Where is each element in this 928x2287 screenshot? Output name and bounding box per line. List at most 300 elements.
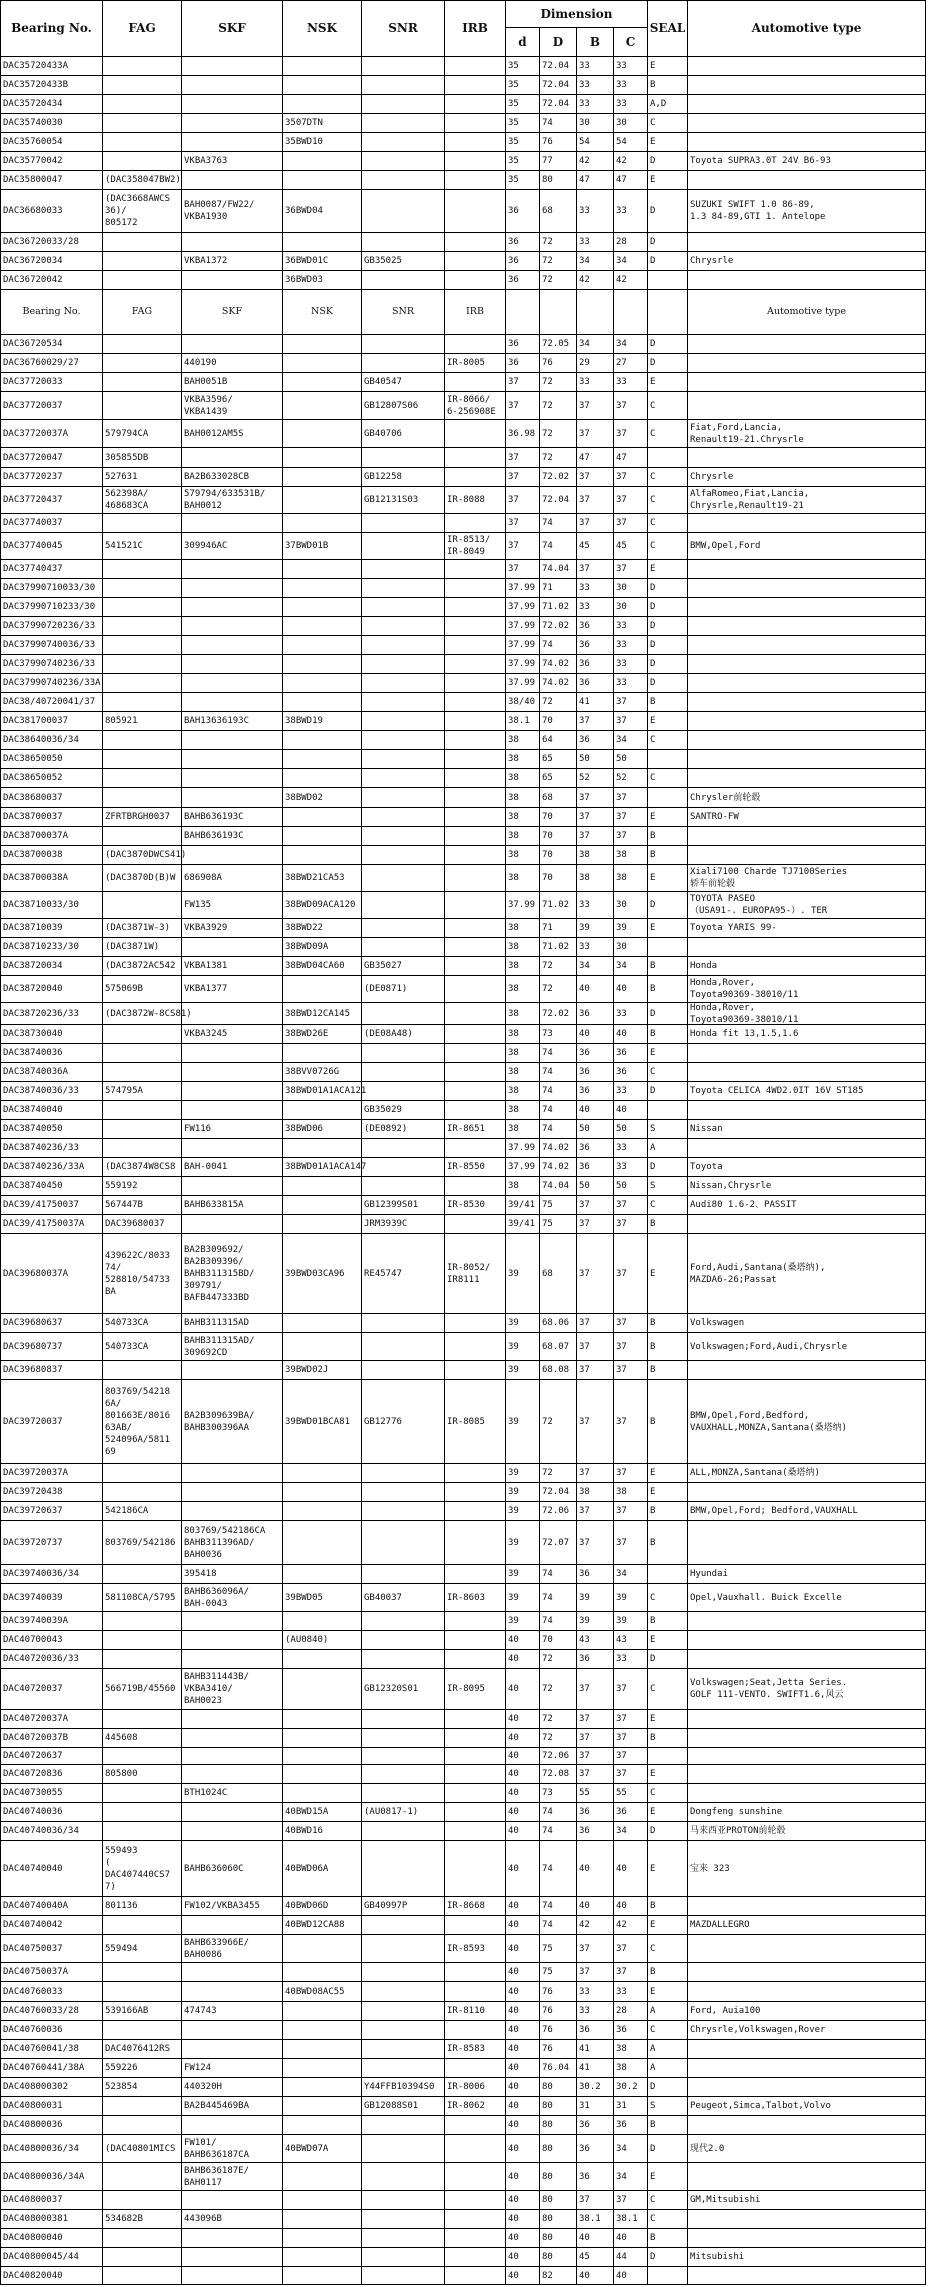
cell-irb <box>444 448 505 467</box>
cell-B: 34 <box>576 335 613 353</box>
cell-auto <box>687 233 926 251</box>
cell-d: 35 <box>505 57 539 75</box>
cell-auto <box>687 1784 926 1802</box>
cell-skf <box>181 2267 282 2284</box>
cell-d: 38 <box>505 938 539 956</box>
cell-seal: D <box>647 1158 687 1176</box>
cell-B: 37 <box>576 1669 613 1709</box>
cell-B: 37 <box>576 1361 613 1379</box>
cell-auto <box>687 1521 926 1564</box>
cell-no: DAC37990740236/33A <box>0 674 102 692</box>
cell-auto <box>687 1710 926 1728</box>
cell-fag <box>102 2191 181 2209</box>
cell-C: 34 <box>613 2135 647 2162</box>
cell-C: 30 <box>613 579 647 597</box>
cell-skf <box>181 1483 282 1501</box>
cell-fag <box>102 1361 181 1379</box>
cell-fag <box>102 2248 181 2266</box>
cell-snr <box>361 233 444 251</box>
cell-no: DAC37720237 <box>0 468 102 486</box>
cell-seal: E <box>647 865 687 891</box>
cell-irb <box>444 190 505 232</box>
cell-fag <box>102 1982 181 2001</box>
cell-irb <box>444 420 505 447</box>
cell-fag: 801136 <box>102 1897 181 1915</box>
cell-fag: (DAC3668AWCS 36)/ 805172 <box>102 190 181 232</box>
cell-no: DAC37720037A <box>0 420 102 447</box>
cell-no: DAC40760033 <box>0 1982 102 2001</box>
cell-nsk: 38BWD19 <box>282 712 361 730</box>
cell-irb <box>444 1464 505 1482</box>
cell-C: 50 <box>613 1177 647 1195</box>
cell-C: 34 <box>613 731 647 749</box>
cell-d: 37.99 <box>505 1158 539 1176</box>
cell-D: 76 <box>539 2021 576 2039</box>
cell-B: 36 <box>576 1565 613 1583</box>
cell-irb <box>444 1748 505 1764</box>
cell-no: DAC40760036 <box>0 2021 102 2039</box>
cell-B: 37 <box>576 827 613 845</box>
cell-no: DAC38650052 <box>0 769 102 787</box>
table-row <box>0 1565 926 1584</box>
cell-fag: (DAC3870DWCS41) <box>102 846 181 864</box>
cell-seal <box>647 750 687 768</box>
cell-irb <box>444 693 505 711</box>
cell-snr <box>361 560 444 578</box>
cell-B: 39 <box>576 1584 613 1611</box>
cell-skf: BA2B633028CB <box>181 468 282 486</box>
cell-seal: E <box>647 1982 687 2001</box>
cell-irb <box>444 1803 505 1821</box>
cell-auto <box>687 2229 926 2247</box>
cell-D: 72 <box>539 1464 576 1482</box>
cell-skf: VKBA3763 <box>181 152 282 170</box>
table-row <box>0 2248 926 2267</box>
cell-skf: BAH13636193C <box>181 712 282 730</box>
cell-irb: IR-8066/ 6-256908E <box>444 392 505 419</box>
cell-snr <box>361 354 444 372</box>
cell-no: DAC40740042 <box>0 1916 102 1934</box>
cell-auto: ALL,MONZA,Santana(桑塔纳) <box>687 1464 926 1482</box>
cell-D: 75 <box>539 1196 576 1214</box>
cell-snr <box>361 617 444 635</box>
table-row <box>0 693 926 712</box>
cell-B: 47 <box>576 171 613 189</box>
cell-skf: FW101/ BAHB636187CA <box>181 2135 282 2162</box>
cell-nsk <box>282 2191 361 2209</box>
cell-D: 74 <box>539 1612 576 1630</box>
cell-fag: 567447B <box>102 1196 181 1214</box>
cell-fag <box>102 76 181 94</box>
cell-no: DAC40800045/44 <box>0 2248 102 2266</box>
cell-seal: S <box>647 1177 687 1195</box>
cell-D: 80 <box>539 2078 576 2096</box>
cell-skf <box>181 95 282 113</box>
table-row <box>0 560 926 579</box>
cell-D: 72.07 <box>539 1521 576 1564</box>
cell-seal <box>647 271 687 289</box>
cell-no: DAC39740036/34 <box>0 1565 102 1583</box>
cell-fag: 566719B/45560 <box>102 1669 181 1709</box>
cell-skf <box>181 788 282 807</box>
cell-irb: IR-8651 <box>444 1120 505 1138</box>
cell-nsk <box>282 448 361 467</box>
table-row <box>0 1215 926 1234</box>
cell-nsk: 39BWD05 <box>282 1584 361 1611</box>
cell-C: 37 <box>613 1935 647 1962</box>
cell-nsk: 38BWD04CA60 <box>282 957 361 975</box>
cell-B: 50 <box>576 1177 613 1195</box>
cell-D: 74 <box>539 1082 576 1100</box>
cell-auto: Chrysrle,Volkswagen,Rover <box>687 2021 926 2039</box>
cell-d: 36 <box>505 335 539 353</box>
cell-auto: 宝来 323 <box>687 1841 926 1896</box>
cell-snr: Y44FFB10394S0 <box>361 2078 444 2096</box>
cell-auto <box>687 171 926 189</box>
cell-skf <box>181 1464 282 1482</box>
cell-D: 71 <box>539 579 576 597</box>
table-row <box>0 938 926 957</box>
cell-seal: C <box>647 731 687 749</box>
cell-C: 30 <box>613 892 647 918</box>
cell-D: 72.02 <box>539 617 576 635</box>
cell-snr: JRM3939C <box>361 1215 444 1233</box>
cell-d: 38 <box>505 1063 539 1081</box>
cell-skf <box>181 271 282 289</box>
cell-fag <box>102 674 181 692</box>
cell-no: DAC38740236/33A <box>0 1158 102 1176</box>
cell-C: 33 <box>613 1982 647 2001</box>
cell-skf <box>181 57 282 75</box>
cell-B: 30.2 <box>576 2078 613 2096</box>
cell-no: DAC40720637 <box>0 1748 102 1764</box>
cell-nsk <box>282 335 361 353</box>
cell-nsk: 38BWD06 <box>282 1120 361 1138</box>
cell-fag: 803769/54218 6A/ 801663E/8016 63AB/ 524096A/5811 69 <box>102 1380 181 1463</box>
cell-fag: 559226 <box>102 2059 181 2077</box>
cell-no: DAC38650050 <box>0 750 102 768</box>
cell-D: 68.08 <box>539 1361 576 1379</box>
table-row <box>0 598 926 617</box>
cell-skf <box>181 1139 282 1157</box>
cell-D: 71 <box>539 919 576 937</box>
cell-irb <box>444 560 505 578</box>
cell-irb <box>444 827 505 845</box>
cell-seal: D <box>647 335 687 353</box>
cell-skf: 474743 <box>181 2002 282 2020</box>
cell-no: DAC40800031 <box>0 2097 102 2115</box>
cell-snr <box>361 1502 444 1520</box>
cell-auto <box>687 827 926 845</box>
cell-no: DAC39680837 <box>0 1361 102 1379</box>
cell-C: 40 <box>613 1897 647 1915</box>
cell-snr <box>361 114 444 132</box>
cell-d: 40 <box>505 1669 539 1709</box>
cell-nsk: 38BWD26E <box>282 1025 361 1043</box>
cell-D: 70 <box>539 1631 576 1649</box>
cell-irb: IR-8095 <box>444 1669 505 1709</box>
cell-auto: Ford, Auia100 <box>687 2002 926 2020</box>
cell-no: DAC408000302 <box>0 2078 102 2096</box>
cell-d: 38 <box>505 1003 539 1024</box>
cell-nsk <box>282 1196 361 1214</box>
cell-snr <box>361 919 444 937</box>
cell-seal: E <box>647 171 687 189</box>
table-row <box>0 1710 926 1729</box>
cell-d: 38 <box>505 865 539 891</box>
table-row <box>0 1333 926 1361</box>
cell-fag <box>102 1120 181 1138</box>
cell-auto: Toyota YARIS 99- <box>687 919 926 937</box>
cell-D: 76 <box>539 1982 576 2001</box>
cell-B: 36 <box>576 1003 613 1024</box>
cell-auto: Chrysrle <box>687 468 926 486</box>
cell-nsk <box>282 420 361 447</box>
cell-seal: C <box>647 514 687 532</box>
cell-irb: IR-8085 <box>444 1380 505 1463</box>
cell-snr <box>361 674 444 692</box>
cell-skf: 440190 <box>181 354 282 372</box>
cell-no: DAC39680637 <box>0 1314 102 1332</box>
cell-irb <box>444 2116 505 2134</box>
cell-seal: D <box>647 1082 687 1100</box>
cell-B: 37 <box>576 1935 613 1962</box>
cell-fag: (DAC40801MICS <box>102 2135 181 2162</box>
cell-D: 75 <box>539 1935 576 1962</box>
cell-auto: GM,Mitsubishi <box>687 2191 926 2209</box>
cell-nsk <box>282 1177 361 1195</box>
cell-fag: (DAC3872W-8CS81) <box>102 1003 181 1024</box>
cell-C: 34 <box>613 2163 647 2190</box>
cell-skf: BAHB636187E/ BAH0117 <box>181 2163 282 2190</box>
cell-B: 50 <box>576 1120 613 1138</box>
cell-D: 64 <box>539 731 576 749</box>
cell-snr <box>361 938 444 956</box>
cell-C: 33 <box>613 76 647 94</box>
cell-snr: GB40547 <box>361 373 444 391</box>
cell-no: DAC39680037A <box>0 1234 102 1313</box>
cell-snr <box>361 1612 444 1630</box>
cell-C: 28 <box>613 233 647 251</box>
cell-no: DAC37740037 <box>0 514 102 532</box>
header-snr: SNR <box>361 0 444 56</box>
cell-d: 40 <box>505 2163 539 2190</box>
cell-auto <box>687 76 926 94</box>
cell-no: DAC38680037 <box>0 788 102 807</box>
cell-nsk: 38BWD21CA53 <box>282 865 361 891</box>
cell-D: 68 <box>539 190 576 232</box>
cell-auto <box>687 1963 926 1981</box>
cell-fag <box>102 636 181 654</box>
cell-seal: E <box>647 2163 687 2190</box>
cell-C: 33 <box>613 373 647 391</box>
cell-seal <box>647 1101 687 1119</box>
cell-C: 34 <box>613 957 647 975</box>
cell-snr <box>361 1650 444 1668</box>
cell-d: 38 <box>505 957 539 975</box>
cell-no: DAC40750037 <box>0 1935 102 1962</box>
cell-snr <box>361 2116 444 2134</box>
cell-seal: B <box>647 846 687 864</box>
cell-fag <box>102 655 181 673</box>
cell-irb <box>444 1963 505 1981</box>
cell-d: 37.99 <box>505 674 539 692</box>
cell-auto <box>687 354 926 372</box>
cell-snr <box>361 579 444 597</box>
table-row <box>0 2210 926 2229</box>
cell-snr <box>361 598 444 616</box>
cell-fag: 574795A <box>102 1082 181 1100</box>
cell-no: DAC38740236/33 <box>0 1139 102 1157</box>
cell-snr: GB40997P <box>361 1897 444 1915</box>
cell-fag <box>102 233 181 251</box>
cell-d: 38/40 <box>505 693 539 711</box>
cell-d: 38 <box>505 1120 539 1138</box>
table-row <box>0 731 926 750</box>
cell-D: 76 <box>539 354 576 372</box>
cell-skf <box>181 655 282 673</box>
cell-B: 41 <box>576 2040 613 2058</box>
cell-d: 38 <box>505 976 539 1002</box>
cell-seal: D <box>647 655 687 673</box>
cell-nsk: 3507DTN <box>282 114 361 132</box>
cell-skf <box>181 560 282 578</box>
cell-C: 37 <box>613 1729 647 1747</box>
cell-fag <box>102 1650 181 1668</box>
cell-nsk: 38BWD09ACA120 <box>282 892 361 918</box>
cell-D: 74 <box>539 1120 576 1138</box>
cell-skf <box>181 1101 282 1119</box>
cell-nsk: 36BWD04 <box>282 190 361 232</box>
cell-irb: IR-8110 <box>444 2002 505 2020</box>
table-row <box>0 1584 926 1612</box>
cell-skf <box>181 2248 282 2266</box>
cell-nsk: 36BWD01C <box>282 252 361 270</box>
cell-d: 37.99 <box>505 655 539 673</box>
cell-snr <box>361 1565 444 1583</box>
cell-fag <box>102 1963 181 1981</box>
cell-B: 37 <box>576 1963 613 1981</box>
cell-no: DAC40740036 <box>0 1803 102 1821</box>
cell-nsk <box>282 2116 361 2134</box>
cell-d: 40 <box>505 1765 539 1783</box>
cell-fag <box>102 373 181 391</box>
cell-skf: FW135 <box>181 892 282 918</box>
table-row <box>0 892 926 919</box>
cell-D: 80 <box>539 2163 576 2190</box>
cell-snr: RE45747 <box>361 1234 444 1313</box>
cell-C: 37 <box>613 712 647 730</box>
cell-B: 36 <box>576 1822 613 1840</box>
cell-no: DAC37990720236/33 <box>0 617 102 635</box>
cell-seal: A,D <box>647 95 687 113</box>
cell-seal: B <box>647 1729 687 1747</box>
cell-no: DAC40740036/34 <box>0 1822 102 1840</box>
cell-irb <box>444 712 505 730</box>
cell-auto: Honda,Rover, Toyota90369-38010/11 <box>687 1003 926 1024</box>
cell-seal: E <box>647 919 687 937</box>
cell-d: 38 <box>505 1101 539 1119</box>
cell-seal: C <box>647 2210 687 2228</box>
cell-irb <box>444 750 505 768</box>
cell-skf: VKBA3929 <box>181 919 282 937</box>
cell-B: 37 <box>576 514 613 532</box>
cell-D: 70 <box>539 712 576 730</box>
cell-fag: 541521C <box>102 533 181 559</box>
cell-B: 30 <box>576 114 613 132</box>
table-row <box>0 335 926 354</box>
cell-B: 31 <box>576 2097 613 2115</box>
cell-auto <box>687 335 926 353</box>
cell-D: 68.06 <box>539 1314 576 1332</box>
cell-skf: BAHB633815A <box>181 1196 282 1214</box>
cell-d: 40 <box>505 1841 539 1896</box>
cell-skf: FW124 <box>181 2059 282 2077</box>
cell-B: 40 <box>576 2267 613 2284</box>
cell-B: 37 <box>576 712 613 730</box>
cell-irb <box>444 1361 505 1379</box>
cell-seal: D <box>647 674 687 692</box>
cell-snr <box>361 133 444 151</box>
table-row <box>0 271 926 290</box>
cell-d: 35 <box>505 95 539 113</box>
cell-skf <box>181 1361 282 1379</box>
cell-D: 76 <box>539 2002 576 2020</box>
cell-skf <box>181 1177 282 1195</box>
cell-irb <box>444 1631 505 1649</box>
cell-d: 38 <box>505 1082 539 1100</box>
cell-d: 38 <box>505 731 539 749</box>
table-row <box>0 865 926 892</box>
cell-d: 37.99 <box>505 1139 539 1157</box>
cell-no: DAC38740036A <box>0 1063 102 1081</box>
cell-fag: DAC4076412RS <box>102 2040 181 2058</box>
cell-nsk <box>282 2059 361 2077</box>
cell-B: 40 <box>576 976 613 1002</box>
cell-auto: Toyota <box>687 1158 926 1176</box>
cell-d: 36 <box>505 271 539 289</box>
cell-skf <box>181 1803 282 1821</box>
table-row <box>0 354 926 373</box>
cell-d: 40 <box>505 2135 539 2162</box>
cell-no: DAC40720037 <box>0 1669 102 1709</box>
cell-snr <box>361 827 444 845</box>
table-row <box>0 392 926 420</box>
cell-B: 33 <box>576 190 613 232</box>
cell-nsk <box>282 2002 361 2020</box>
cell-skf <box>181 1710 282 1728</box>
table-row <box>0 1669 926 1710</box>
cell-skf <box>181 1215 282 1233</box>
cell-skf: 803769/542186CA BAHB311396AD/ BAH0036 <box>181 1521 282 1564</box>
cell-C: 37 <box>613 1710 647 1728</box>
cell-skf: BA2B309639BA/ BAHB300396AA <box>181 1380 282 1463</box>
header2-nsk: NSK <box>282 290 361 334</box>
cell-B: 37 <box>576 468 613 486</box>
cell-auto <box>687 560 926 578</box>
cell-skf: BAHB636060C <box>181 1841 282 1896</box>
table-row <box>0 976 926 1003</box>
cell-C: 33 <box>613 95 647 113</box>
cell-fag: 562398A/ 468683CA <box>102 487 181 513</box>
cell-D: 74 <box>539 1841 576 1896</box>
cell-skf: BAH-0041 <box>181 1158 282 1176</box>
cell-fag: 523854 <box>102 2078 181 2096</box>
cell-fag: 539166AB <box>102 2002 181 2020</box>
cell-C: 45 <box>613 533 647 559</box>
cell-d: 37.99 <box>505 579 539 597</box>
cell-C: 37 <box>613 2191 647 2209</box>
